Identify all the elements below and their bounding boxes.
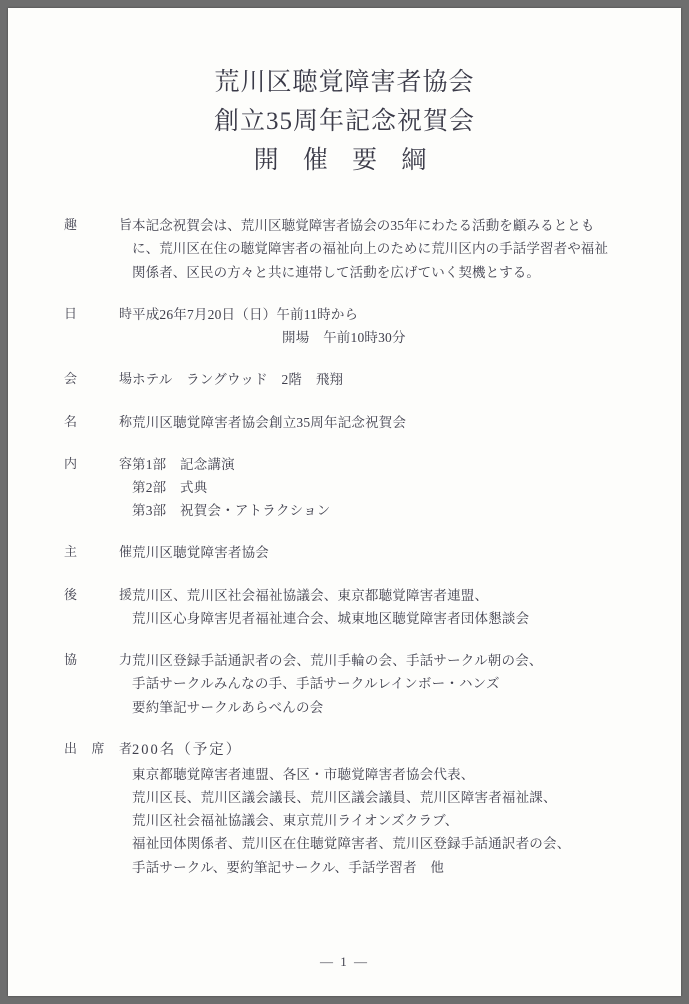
label-char: 協 bbox=[64, 652, 78, 668]
section-cooperation bbox=[60, 649, 629, 719]
label-char: 内 bbox=[64, 455, 78, 471]
label-char: 後 bbox=[64, 586, 78, 602]
text-line: ホテル ラングウッド 2階 飛翔 bbox=[132, 372, 344, 388]
text-line: 荒川区社会福祉協議会、東京荒川ライオンズクラブ、 bbox=[132, 813, 459, 829]
section-label-attendees bbox=[60, 738, 132, 760]
section-datetime bbox=[60, 303, 629, 349]
section-content-venue bbox=[132, 368, 629, 391]
label-char: 時 bbox=[118, 305, 132, 321]
text-line-count: 200名（予定） bbox=[132, 741, 243, 758]
section-support bbox=[60, 584, 629, 630]
text-line: 荒川区聴覚障害者協会 bbox=[132, 545, 269, 561]
label-char: 趣 bbox=[64, 217, 78, 233]
page-number: — 1 — bbox=[320, 954, 369, 969]
section-content-datetime bbox=[132, 303, 629, 349]
label-char: 援 bbox=[118, 586, 132, 602]
text-line: 関係者、区民の方々と共に連帯して活動を広げていく契機とする。 bbox=[132, 264, 540, 280]
document-body bbox=[60, 214, 629, 879]
section-label-name bbox=[60, 411, 132, 433]
text-line: 荒川区聴覚障害者協会創立35周年記念祝賀会 bbox=[132, 414, 407, 430]
text-line: 手話サークルみんなの手、手話サークルレインボー・ハンズ bbox=[132, 676, 500, 692]
section-content-organizer bbox=[132, 541, 629, 564]
label-char: 名 bbox=[64, 413, 78, 429]
label-char: 者 bbox=[118, 740, 132, 756]
section-content-attendees bbox=[132, 738, 629, 879]
section-label-purpose bbox=[60, 214, 132, 236]
label-char: 日 bbox=[64, 305, 78, 321]
document-title-block bbox=[60, 64, 629, 180]
text-line: 本記念祝賀会は、荒川区聴覚障害者協会の35年にわたる活動を顧みるととも bbox=[132, 218, 595, 234]
label-char: 場 bbox=[118, 371, 132, 387]
label-char: 席 bbox=[91, 740, 105, 756]
title-line-3: 開 催 要 綱 bbox=[253, 146, 436, 174]
label-char: 出 bbox=[64, 740, 78, 756]
title-line-2: 創立35周年記念祝賀会 bbox=[213, 107, 475, 135]
section-content-purpose bbox=[132, 214, 629, 284]
text-line: 荒川区長、荒川区議会議長、荒川区議会議員、荒川区障害者福祉課、 bbox=[132, 789, 557, 805]
text-line: 荒川区、荒川区社会福祉協議会、東京都聴覚障害者連盟、 bbox=[132, 587, 489, 603]
section-organizer bbox=[60, 541, 629, 564]
section-attendees bbox=[60, 738, 629, 879]
text-line: 荒川区心身障害児者福祉連合会、城東地区聴覚障害者団体懇談会 bbox=[132, 610, 530, 626]
section-content-support bbox=[132, 584, 629, 630]
section-label-program bbox=[60, 453, 132, 475]
label-char: 力 bbox=[118, 652, 132, 668]
label-char: 主 bbox=[64, 544, 78, 560]
text-line: に、荒川区在住の聴覚障害者の福祉向上のために荒川区内の手話学習者や福祉 bbox=[132, 241, 608, 257]
section-label-cooperation bbox=[60, 649, 132, 671]
section-venue bbox=[60, 368, 629, 391]
label-char: 旨 bbox=[118, 217, 132, 233]
section-content-cooperation bbox=[132, 649, 629, 719]
section-program bbox=[60, 453, 629, 523]
text-line: 第2部 式典 bbox=[132, 480, 208, 495]
text-line: 福祉団体関係者、荒川区在住聴覚障害者、荒川区登録手話通訳者の会、 bbox=[132, 836, 571, 852]
page-content bbox=[8, 8, 681, 996]
section-label-venue bbox=[60, 368, 132, 390]
text-line: 要約筆記サークルあらべんの会 bbox=[132, 699, 324, 715]
section-label-datetime bbox=[60, 303, 132, 325]
label-char: 会 bbox=[64, 371, 78, 387]
document-page bbox=[8, 8, 681, 996]
label-char: 容 bbox=[118, 455, 132, 471]
section-label-support bbox=[60, 584, 132, 606]
section-purpose bbox=[60, 214, 629, 284]
text-line-open: 開場 午前10時30分 bbox=[282, 330, 406, 346]
section-name bbox=[60, 411, 629, 434]
label-char: 催 bbox=[118, 544, 132, 560]
text-line: 平成26年7月20日（日）午前11時から bbox=[132, 306, 359, 322]
text-line: 手話サークル、要約筆記サークル、手話学習者 他 bbox=[132, 859, 445, 875]
label-char: 称 bbox=[118, 413, 132, 429]
section-content-name bbox=[132, 411, 629, 434]
text-line: 第3部 祝賀会・アトラクション bbox=[132, 503, 331, 519]
section-content-program bbox=[132, 453, 629, 523]
text-line: 第1部 記念講演 bbox=[132, 456, 235, 472]
text-line: 荒川区登録手話通訳者の会、荒川手輪の会、手話サークル朝の会、 bbox=[132, 653, 543, 669]
section-label-organizer bbox=[60, 541, 132, 563]
text-line: 東京都聴覚障害者連盟、各区・市聴覚障害者協会代表、 bbox=[132, 766, 475, 782]
title-line-1: 荒川区聴覚障害者協会 bbox=[214, 69, 475, 96]
